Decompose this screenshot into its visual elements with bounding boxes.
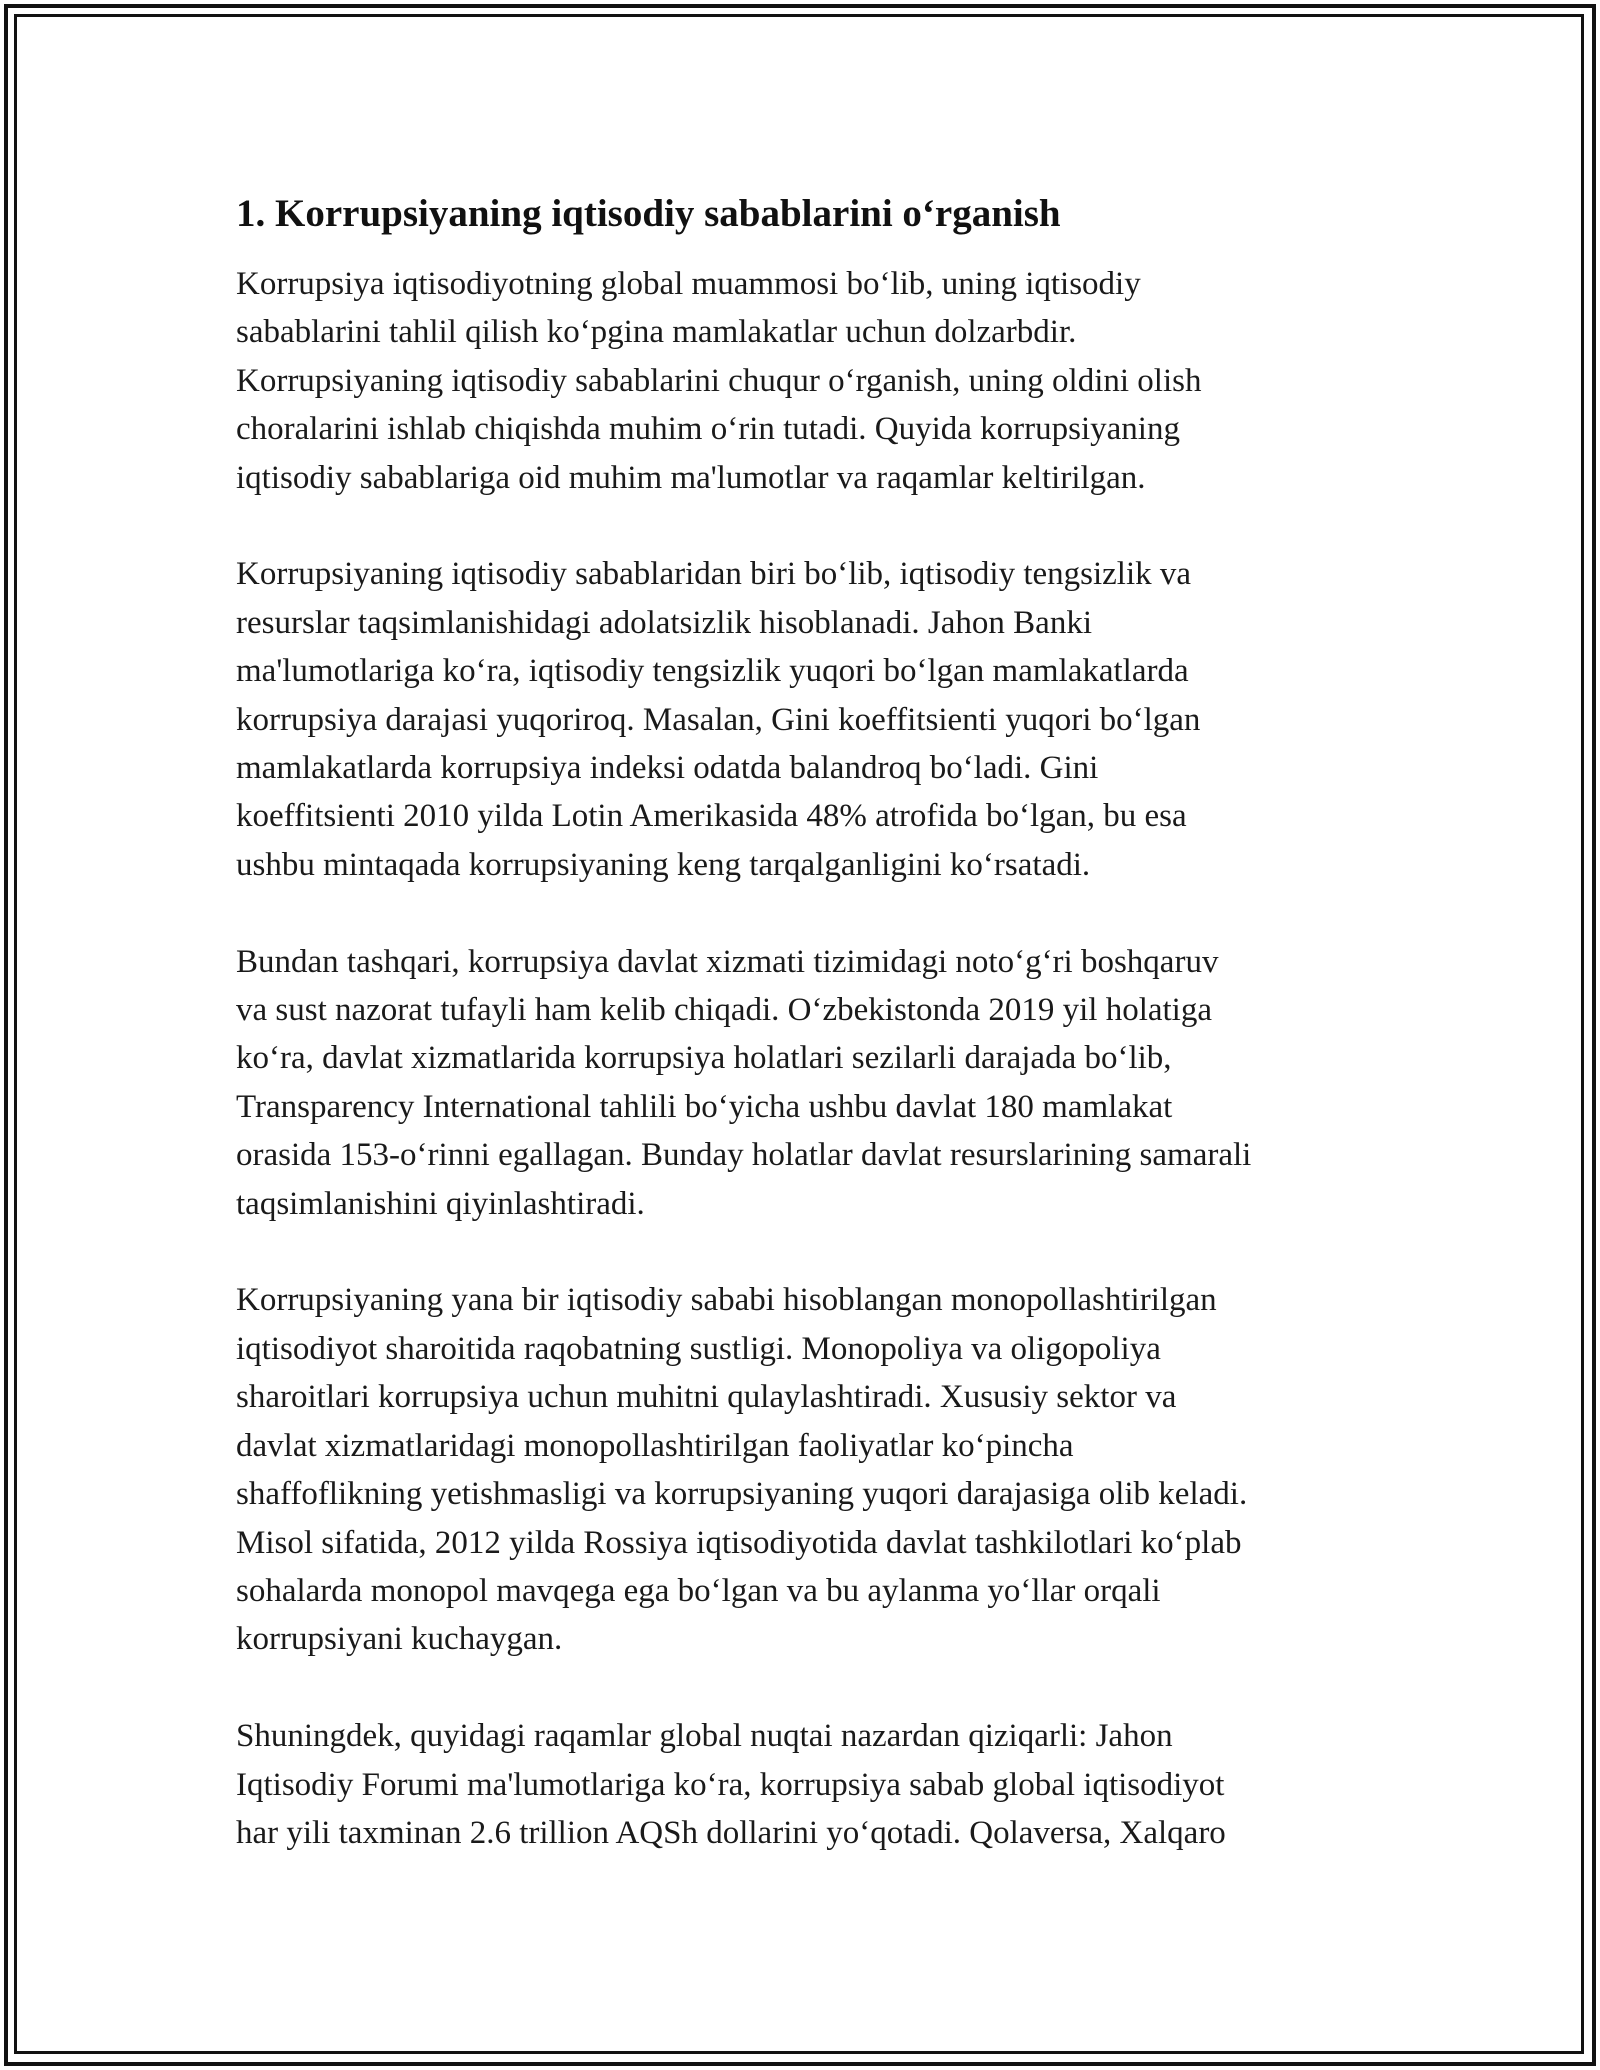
text-line: sohalarda monopol mavqega ega bo‘lgan va bu aylanma yo‘llar orqali [236, 1572, 1161, 1609]
text-line: korrupsiya darajasi yuqoriroq. Masalan, Gini koeffitsienti yuqori bo‘lgan [236, 701, 1201, 738]
text-line: Transparency International tahlili bo‘yicha ushbu davlat 180 mamlakat [236, 1088, 1173, 1125]
section-heading: 1. Korrupsiyaning iqtisodiy sabablarini o‘rganish [236, 192, 1061, 235]
text-line: davlat xizmatlaridagi monopollashtirilgan faoliyatlar ko‘pincha [236, 1427, 1074, 1464]
text-line: Misol sifatida, 2012 yilda Rossiya iqtisodiyotida davlat tashkilotlari ko‘plab [236, 1524, 1242, 1561]
text-line: choralarini ishlab chiqishda muhim o‘rin tutadi. Quyida korrupsiyaning [236, 411, 1180, 448]
paragraph-3 [236, 938, 1376, 1228]
text-line: taqsimlanishini qiyinlashtiradi. [236, 1185, 645, 1222]
text-line: shaffoflikning yetishmasligi va korrupsiyaning yuqori darajasiga olib keladi. [236, 1476, 1248, 1513]
text-line: Korrupsiyaning iqtisodiy sabablaridan biri bo‘lib, iqtisodiy tengsizlik va [236, 556, 1192, 593]
text-line: har yili taxminan 2.6 trillion AQSh dollarini yo‘qotadi. Qolaversa, Xalqaro [236, 1814, 1226, 1851]
text-line: koeffitsienti 2010 yilda Lotin Amerikasida 48% atrofida bo‘lgan, bu esa [236, 798, 1187, 835]
text-line: Iqtisodiy Forumi ma'lumotlariga ko‘ra, korrupsiya sabab global iqtisodiyot [236, 1766, 1225, 1803]
text-line: resurslar taqsimlanishidagi adolatsizlik hisoblanadi. Jahon Banki [236, 604, 1093, 641]
text-line: Shuningdek, quyidagi raqamlar global nuqtai nazardan qiziqarli: Jahon [236, 1718, 1173, 1755]
text-line: korrupsiyani kuchaygan. [236, 1621, 563, 1658]
text-line: orasida 153-o‘rinni egallagan. Bunday holatlar davlat resurslarining samarali [236, 1137, 1252, 1174]
text-line: mamlakatlarda korrupsiya indeksi odatda balandroq bo‘ladi. Gini [236, 750, 1099, 787]
text-line: Bundan tashqari, korrupsiya davlat xizmati tizimidagi noto‘g‘ri boshqaruv [236, 943, 1219, 980]
paragraph-2 [236, 550, 1376, 889]
text-line: iqtisodiy sabablariga oid muhim ma'lumotlar va raqamlar keltirilgan. [236, 459, 1146, 496]
document-body [236, 186, 1376, 1906]
text-line: Korrupsiyaning yana bir iqtisodiy sababi hisoblangan monopollashtirilgan [236, 1282, 1217, 1319]
text-line: Korrupsiya iqtisodiyotning global muammosi bo‘lib, uning iqtisodiy [236, 266, 1141, 302]
text-line: ko‘ra, davlat xizmatlarida korrupsiya holatlari sezilarli darajada bo‘lib, [236, 1040, 1172, 1077]
paragraph-5 [236, 1712, 1376, 1857]
text-line: sharoitlari korrupsiya uchun muhitni qulaylashtiradi. Xususiy sektor va [236, 1379, 1177, 1416]
paragraph-1 [236, 260, 1376, 502]
text-line: Korrupsiyaning iqtisodiy sabablarini chuqur o‘rganish, uning oldini olish [236, 362, 1202, 399]
text-line: sabablarini tahlil qilish ko‘pgina mamlakatlar uchun dolzarbdir. [236, 314, 1077, 351]
text-line: va sust nazorat tufayli ham kelib chiqadi. O‘zbekistonda 2019 yil holatiga [236, 992, 1212, 1029]
text-line: ushbu mintaqada korrupsiyaning keng tarqalganligini ko‘rsatadi. [236, 846, 1091, 883]
text-line: iqtisodiyot sharoitida raqobatning sustligi. Monopoliya va oligopoliya [236, 1330, 1161, 1367]
paragraph-4 [236, 1276, 1376, 1663]
text-line: ma'lumotlariga ko‘ra, iqtisodiy tengsizlik yuqori bo‘lgan mamlakatlarda [236, 653, 1189, 690]
